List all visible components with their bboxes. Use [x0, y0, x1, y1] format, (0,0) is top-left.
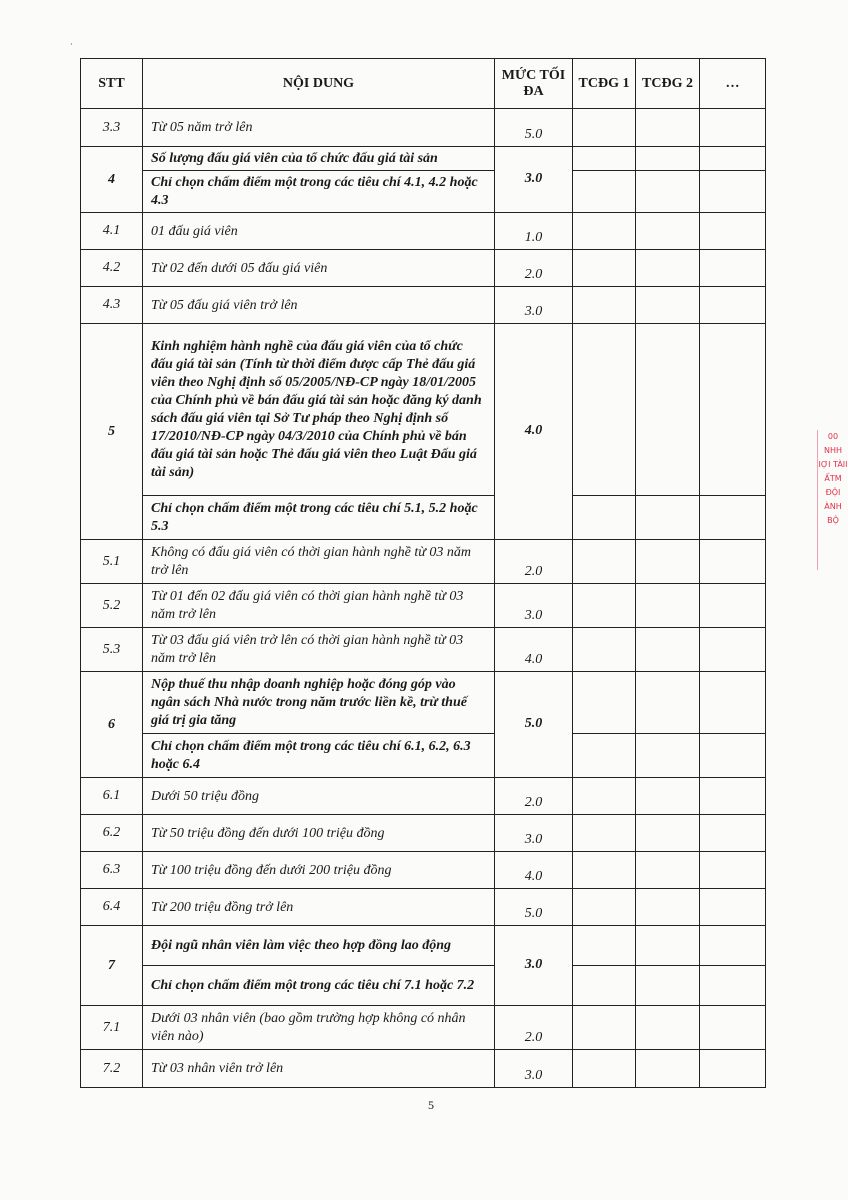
score-cell	[636, 584, 700, 628]
score-cell	[636, 926, 700, 966]
score-cell	[636, 213, 700, 250]
row-stt: 6.1	[81, 778, 143, 815]
score-cell	[636, 628, 700, 672]
score-cell	[573, 852, 636, 889]
row-content: Từ 03 đấu giá viên trở lên có thời gian hành nghề từ 03 năm trở lên	[143, 628, 495, 672]
row-stt: 7.1	[81, 1006, 143, 1050]
header-stt: STT	[81, 59, 143, 109]
score-cell	[636, 1006, 700, 1050]
table-row	[81, 171, 766, 213]
score-cell	[636, 496, 700, 540]
score-cell	[573, 778, 636, 815]
score-cell	[573, 147, 636, 171]
score-cell	[636, 147, 700, 171]
score-cell	[636, 109, 700, 147]
row-stt: 5	[81, 324, 143, 540]
score-cell	[700, 147, 766, 171]
row-stt: 5.2	[81, 584, 143, 628]
row-max-score: 3.0	[495, 147, 573, 213]
table-row	[81, 926, 766, 966]
score-cell	[573, 1050, 636, 1088]
score-cell	[700, 213, 766, 250]
table-row	[81, 584, 766, 628]
row-max-score: 4.0	[495, 628, 573, 672]
score-cell	[636, 540, 700, 584]
row-content-note: Chỉ chọn chấm điểm một trong các tiêu chí 4.1, 4.2 hoặc 4.3	[143, 171, 495, 213]
header-more: …	[700, 59, 766, 109]
row-stt: 4.2	[81, 250, 143, 287]
score-cell	[700, 778, 766, 815]
score-cell	[636, 672, 700, 734]
score-cell	[636, 171, 700, 213]
score-cell	[573, 109, 636, 147]
score-cell	[636, 778, 700, 815]
score-cell	[700, 1050, 766, 1088]
row-content: Đội ngũ nhân viên làm việc theo hợp đồng lao động	[143, 926, 495, 966]
row-content-note: Chỉ chọn chấm điểm một trong các tiêu chí 5.1, 5.2 hoặc 5.3	[143, 496, 495, 540]
table-row	[81, 109, 766, 147]
table-row	[81, 815, 766, 852]
table-row	[81, 966, 766, 1006]
row-max-score: 3.0	[495, 815, 573, 852]
row-content: Kinh nghiệm hành nghề của đấu giá viên của tổ chức đấu giá tài sản (Tính từ thời điểm được cấp Thẻ đấu giá viên theo Nghị định số 05/2005/NĐ-CP ngày 18/01/2005 của Chính phủ về bán đấu giá tài sản hoặc đăng ký danh sách đấu giá viên tại Sở Tư pháp theo Nghị định số 17/2010/NĐ-CP ngày 04/3/2010 của Chính phủ về bán đấu giá tài sản hoặc Thẻ đấu giá viên theo Luật Đấu giá tài sản)	[143, 324, 495, 496]
row-max-score: 2.0	[495, 250, 573, 287]
score-cell	[573, 815, 636, 852]
score-cell	[573, 889, 636, 926]
table-row	[81, 1006, 766, 1050]
row-content: Nộp thuế thu nhập doanh nghiệp hoặc đóng góp vào ngân sách Nhà nước trong năm trước liền kề, trừ thuế giá trị gia tăng	[143, 672, 495, 734]
table-row	[81, 672, 766, 734]
table-row	[81, 287, 766, 324]
row-stt: 4	[81, 147, 143, 213]
table-row	[81, 250, 766, 287]
row-content: Từ 05 đấu giá viên trở lên	[143, 287, 495, 324]
score-cell	[573, 584, 636, 628]
score-cell	[700, 815, 766, 852]
table-row	[81, 496, 766, 540]
score-cell	[700, 109, 766, 147]
score-cell	[700, 628, 766, 672]
score-cell	[700, 734, 766, 778]
score-cell	[573, 734, 636, 778]
header-tcdg-2: TCĐG 2	[636, 59, 700, 109]
score-cell	[573, 628, 636, 672]
score-cell	[700, 250, 766, 287]
score-cell	[700, 171, 766, 213]
row-stt: 7	[81, 926, 143, 1006]
row-max-score: 2.0	[495, 1006, 573, 1050]
criteria-table	[80, 58, 766, 1088]
row-max-score: 3.0	[495, 584, 573, 628]
table-row	[81, 889, 766, 926]
score-cell	[700, 1006, 766, 1050]
row-max-score: 1.0	[495, 213, 573, 250]
row-content: Từ 01 đến 02 đấu giá viên có thời gian hành nghề từ 03 năm trở lên	[143, 584, 495, 628]
row-content-note: Chỉ chọn chấm điểm một trong các tiêu chí 6.1, 6.2, 6.3 hoặc 6.4	[143, 734, 495, 778]
row-content: Từ 03 nhân viên trở lên	[143, 1050, 495, 1088]
score-cell	[573, 171, 636, 213]
score-cell	[636, 734, 700, 778]
table-row	[81, 628, 766, 672]
score-cell	[573, 213, 636, 250]
score-cell	[700, 926, 766, 966]
score-cell	[573, 672, 636, 734]
score-cell	[700, 889, 766, 926]
score-cell	[636, 324, 700, 496]
score-cell	[636, 815, 700, 852]
score-cell	[700, 966, 766, 1006]
table-row	[81, 147, 766, 171]
score-cell	[636, 966, 700, 1006]
row-content: Dưới 50 triệu đồng	[143, 778, 495, 815]
table-row	[81, 324, 766, 496]
score-cell	[700, 324, 766, 496]
header-tcdg-1: TCĐG 1	[573, 59, 636, 109]
score-cell	[573, 1006, 636, 1050]
row-stt: 5.1	[81, 540, 143, 584]
score-cell	[700, 287, 766, 324]
score-cell	[700, 540, 766, 584]
header-muc-toi-da: MỨC TỐI ĐA	[495, 59, 573, 109]
score-cell	[700, 496, 766, 540]
row-stt: 3.3	[81, 109, 143, 147]
row-content-note: Chỉ chọn chấm điểm một trong các tiêu chí 7.1 hoặc 7.2	[143, 966, 495, 1006]
header-noi-dung: NỘI DUNG	[143, 59, 495, 109]
table-row	[81, 213, 766, 250]
row-stt: 7.2	[81, 1050, 143, 1088]
scan-speck: ·	[70, 40, 73, 49]
score-cell	[636, 852, 700, 889]
table-row	[81, 540, 766, 584]
score-cell	[636, 250, 700, 287]
score-cell	[636, 287, 700, 324]
score-cell	[573, 496, 636, 540]
row-stt: 6.2	[81, 815, 143, 852]
score-cell	[573, 324, 636, 496]
row-max-score: 4.0	[495, 324, 573, 540]
score-cell	[636, 889, 700, 926]
row-content: Từ 200 triệu đồng trở lên	[143, 889, 495, 926]
row-max-score: 3.0	[495, 926, 573, 1006]
row-max-score: 2.0	[495, 778, 573, 815]
table-row	[81, 778, 766, 815]
row-content: 01 đấu giá viên	[143, 213, 495, 250]
score-cell	[573, 926, 636, 966]
table-row	[81, 852, 766, 889]
red-seal-stamp: 00 NHH IỢI TÀII ẤTM ĐỘI ÀNH BỘ	[817, 430, 848, 570]
table-row	[81, 1050, 766, 1088]
header-row	[81, 59, 766, 109]
row-max-score: 2.0	[495, 540, 573, 584]
row-max-score: 3.0	[495, 287, 573, 324]
row-content: Không có đấu giá viên có thời gian hành nghề từ 03 năm trở lên	[143, 540, 495, 584]
row-stt: 5.3	[81, 628, 143, 672]
row-stt: 4.1	[81, 213, 143, 250]
row-stt: 6.4	[81, 889, 143, 926]
row-content: Số lượng đấu giá viên của tổ chức đấu giá tài sản	[143, 147, 495, 171]
row-content: Từ 50 triệu đồng đến dưới 100 triệu đồng	[143, 815, 495, 852]
score-cell	[573, 250, 636, 287]
table-row	[81, 734, 766, 778]
score-cell	[636, 1050, 700, 1088]
score-cell	[573, 966, 636, 1006]
score-cell	[700, 584, 766, 628]
row-stt: 6.3	[81, 852, 143, 889]
row-max-score: 4.0	[495, 852, 573, 889]
score-cell	[700, 852, 766, 889]
page-number: 5	[428, 1098, 434, 1112]
row-content: Từ 02 đến dưới 05 đấu giá viên	[143, 250, 495, 287]
score-cell	[700, 672, 766, 734]
row-content: Từ 100 triệu đồng đến dưới 200 triệu đồng	[143, 852, 495, 889]
row-content: Dưới 03 nhân viên (bao gồm trường hợp không có nhân viên nào)	[143, 1006, 495, 1050]
row-max-score: 5.0	[495, 889, 573, 926]
score-cell	[573, 287, 636, 324]
row-stt: 6	[81, 672, 143, 778]
score-cell	[573, 540, 636, 584]
row-max-score: 5.0	[495, 672, 573, 778]
row-content: Từ 05 năm trở lên	[143, 109, 495, 147]
row-max-score: 3.0	[495, 1050, 573, 1088]
row-max-score: 5.0	[495, 109, 573, 147]
row-stt: 4.3	[81, 287, 143, 324]
